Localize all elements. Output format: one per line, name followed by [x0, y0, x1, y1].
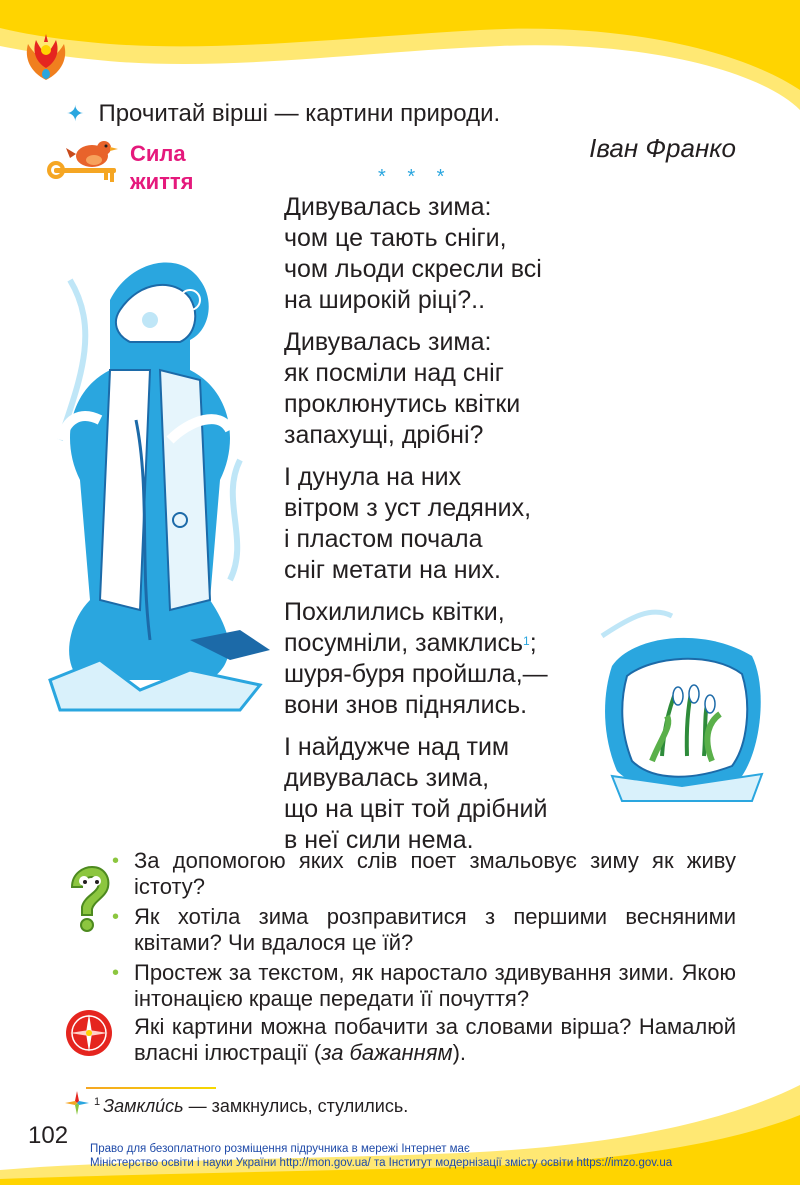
poem-stanza: [284, 462, 548, 586]
winter-woman-illustration: [40, 240, 276, 720]
poem-line: що на цвіт той дрібний: [284, 795, 548, 823]
poem-asterisks: * * *: [378, 166, 453, 188]
poem-line: сніг метати на них.: [284, 556, 501, 584]
poem-line: вітром з уст ледяних,: [284, 494, 532, 522]
creative-task: [134, 1014, 736, 1066]
poem-line: Похилились квітки,: [284, 598, 505, 626]
poem-line: І найдужче над тим: [284, 733, 510, 761]
poem-line: запахущі, дрібні?: [284, 421, 484, 449]
section-title-line1: Сила: [130, 141, 186, 166]
bullet-icon: •: [112, 962, 120, 984]
bullet-icon: •: [112, 850, 120, 872]
question-item: [112, 960, 736, 1012]
poem-line: чом це тають сніги,: [284, 224, 507, 252]
poem-line: чом льоди скресли всі: [284, 255, 542, 283]
poem-line-text: посумніли, замклись: [284, 629, 524, 657]
rights-line2: Міністерство освіти і науки України http://mon.gov.ua/ та Інститут модернізації змісту освіти https://imzo.gov.ua: [90, 1157, 673, 1169]
star-icon: ✦: [66, 101, 85, 126]
snowdrops-illustration: [592, 596, 778, 816]
footnote-reference[interactable]: 1: [523, 634, 530, 648]
poem-line: шуря-буря пройшла,—: [284, 660, 548, 688]
flower-ornament-icon: [22, 28, 70, 84]
question-text: Простеж за текстом, як наростало здивування зими. Якою інтонацією краще передати її почуття?: [134, 960, 736, 1011]
poem-author: Іван Франко: [589, 133, 736, 163]
question-item: [112, 848, 736, 900]
creative-task-text: Які картини можна побачити за словами вірша? Намалюй власні ілюстрації (: [134, 1014, 736, 1065]
questions-list: [112, 848, 736, 1016]
question-text: Як хотіла зима розправитися з першими весняними квітами? Чи вдалося це їй?: [134, 904, 736, 955]
section-title: [130, 140, 194, 196]
poem-line: [284, 628, 548, 659]
poem-line: проклюнутись квітки: [284, 390, 521, 418]
bullet-icon: •: [112, 906, 120, 928]
poem-line: дивувалась зима,: [284, 764, 490, 792]
poem-line: і пластом почала: [284, 525, 483, 553]
section-title-line2: життя: [130, 169, 194, 194]
creative-task-end: ).: [452, 1040, 467, 1065]
flower-icon: [64, 1090, 90, 1116]
rights-line1: Право для безоплатного розміщення підручника в мережі Інтернет має: [90, 1143, 470, 1155]
poem-line: Дивувалась зима:: [284, 328, 492, 356]
footnote-definition: — замкнулись, стулились.: [183, 1096, 409, 1116]
poem-line: Дивувалась зима:: [284, 193, 492, 221]
poem-line: як посміли над сніг: [284, 359, 504, 387]
poem-stanza: [284, 192, 548, 316]
creative-task-italic: за бажанням: [321, 1040, 453, 1065]
footnote-number: 1: [94, 1096, 101, 1108]
task-line: [66, 100, 500, 128]
question-text: За допомогою яких слів поет змальовує зиму як живу істоту?: [134, 848, 736, 899]
rights-notice: [90, 1142, 672, 1170]
poem-stanza: [284, 327, 548, 451]
poem-line: на широкій ріці?..: [284, 286, 486, 314]
poem-line: в неї сили нема.: [284, 826, 474, 854]
page-number: 102: [28, 1122, 69, 1149]
poem-line: вони знов піднялись.: [284, 691, 528, 719]
bird-key-icon: [46, 134, 124, 184]
footnote: [94, 1096, 408, 1117]
poem-line: І дунула на них: [284, 463, 462, 491]
question-item: [112, 904, 736, 956]
task-text: Прочитай вірші — картини природи.: [98, 100, 501, 127]
poem-stanza: [284, 597, 548, 721]
poem-stanza: [284, 732, 548, 856]
poem: [284, 192, 548, 867]
footnote-divider: [86, 1087, 216, 1089]
poem-line-punct: ;: [529, 629, 537, 657]
question-mark-icon: [62, 865, 114, 933]
footnote-term: Замкли́сь: [103, 1096, 184, 1116]
compass-icon: [64, 1008, 114, 1058]
